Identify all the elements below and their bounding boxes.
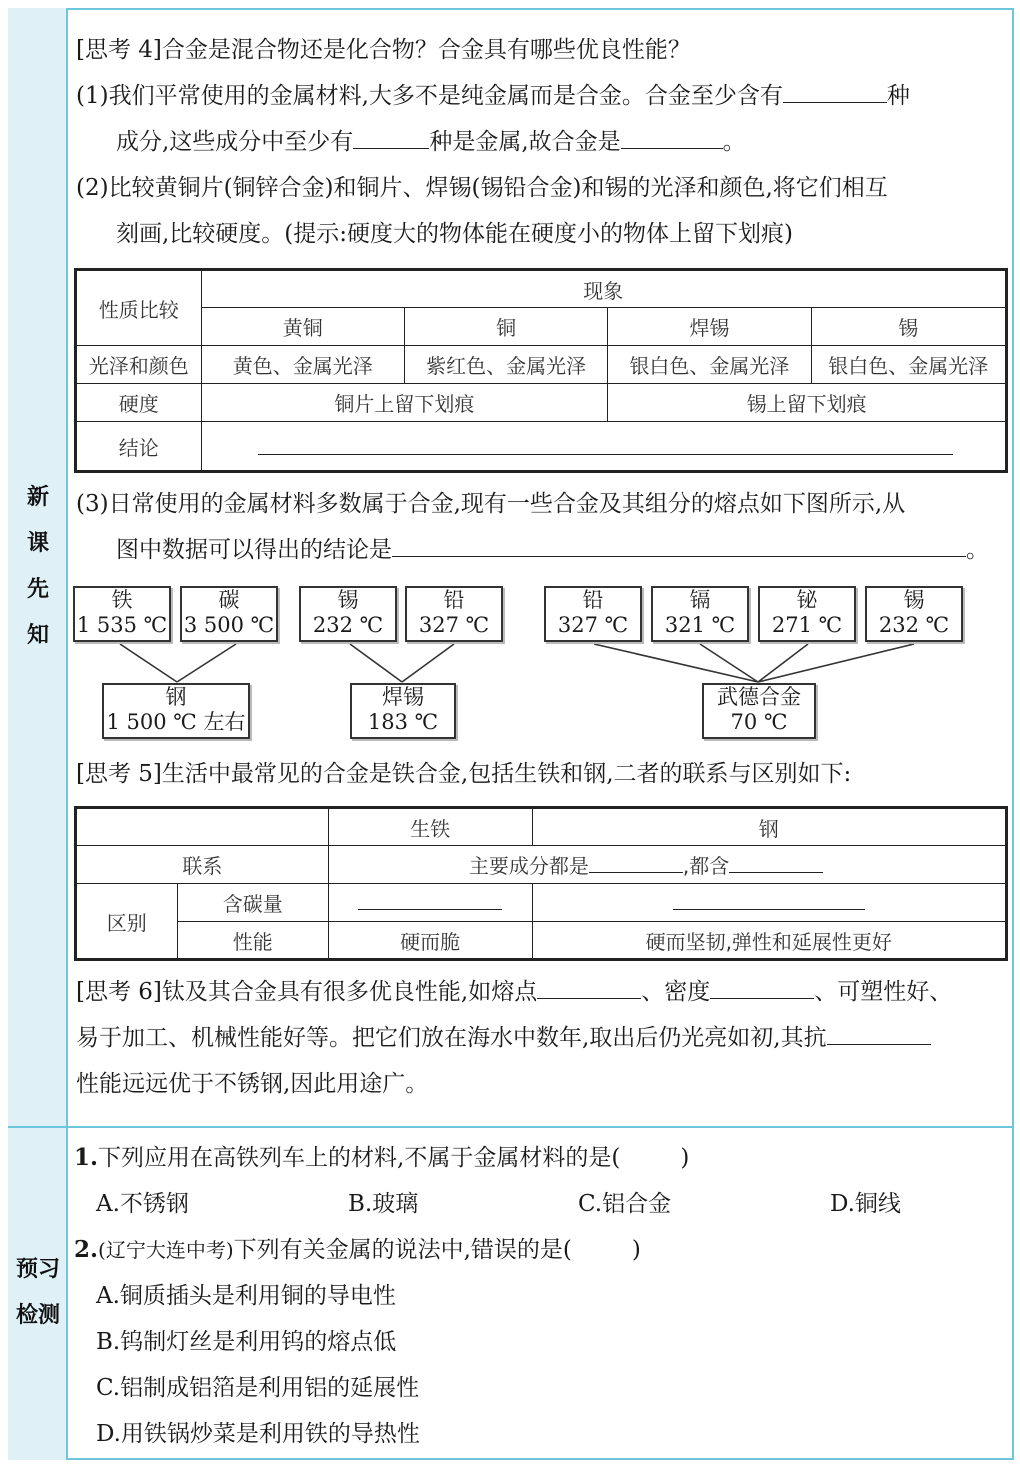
- table1-cell: 黄色、金属光泽: [201, 346, 404, 384]
- table1-col-tin: 锡: [811, 308, 1006, 346]
- table2-pig-property: 硬而脆: [328, 922, 532, 960]
- box-steel: 钢 1 500 ℃ 左右: [102, 683, 250, 739]
- q2-option-a[interactable]: A.铜质插头是利用铜的导电性: [96, 1283, 396, 1309]
- table1-cell: 银白色、金属光泽: [608, 346, 811, 384]
- table1-row-conclusion-label: 结论: [76, 422, 202, 472]
- table1-cell: 锡上留下划痕: [608, 384, 1007, 422]
- q2-option-b[interactable]: B.钨制灯丝是利用钨的熔点低: [96, 1329, 397, 1355]
- blank-contains[interactable]: [729, 855, 823, 873]
- q2-option-d[interactable]: D.用铁锅炒菜是利用铁的导热性: [96, 1421, 420, 1447]
- table1-col-copper: 铜: [404, 308, 607, 346]
- table2-steel-property: 硬而坚韧,弹性和延展性更好: [532, 922, 1006, 960]
- table1-row-hardness-label: 硬度: [76, 384, 202, 422]
- think4-p1-line1: (1)我们平常使用的金属材料,大多不是纯金属而是合金。合金至少含有 种: [76, 83, 910, 109]
- sidebar-label-preview: 预习 检测: [15, 1257, 60, 1328]
- blank-min-metals[interactable]: [353, 127, 429, 149]
- blank-melting-point[interactable]: [537, 977, 641, 999]
- table1-corner: 性质比较: [76, 270, 202, 346]
- box-iron: 铁 1 535 ℃: [73, 586, 171, 642]
- think6-line3: 性能远远优于不锈钢,因此用途广。: [76, 1071, 429, 1097]
- table2-col-steel: 钢: [532, 808, 1006, 846]
- table2-col-pig-iron: 生铁: [328, 808, 532, 846]
- think5-title: [思考 5]生活中最常见的合金是铁合金,包括生铁和钢,二者的联系与区别如下:: [76, 761, 852, 787]
- table1-col-solder: 焊锡: [608, 308, 811, 346]
- box-lead: 铅 327 ℃: [405, 586, 503, 642]
- q1-option-a[interactable]: A.不锈钢: [96, 1191, 189, 1217]
- box-wood-alloy: 武德合金 70 ℃: [702, 683, 816, 739]
- blank-alloy-type[interactable]: [621, 127, 723, 149]
- box-bismuth: 铋 271 ℃: [758, 586, 856, 642]
- table2-carbon-label: 含碳量: [177, 884, 328, 922]
- box-lead-2: 铅 327 ℃: [544, 586, 642, 642]
- q1-option-d[interactable]: D.铜线: [830, 1191, 901, 1217]
- p3-line2: 图中数据可以得出的结论是 。: [116, 537, 989, 563]
- sidebar-preview-check: [8, 1128, 68, 1460]
- table1-cell: 紫红色、金属光泽: [404, 346, 607, 384]
- blank-p3-conclusion[interactable]: [392, 535, 966, 557]
- alloy-comparison-table: [74, 268, 1008, 473]
- blank-resistance[interactable]: [827, 1023, 931, 1045]
- p3-line1: (3)日常使用的金属材料多数属于合金,现有一些合金及其组分的熔点如下图所示,从: [76, 491, 906, 517]
- table2-property-label: 性能: [177, 922, 328, 960]
- table2-pig-carbon-blank[interactable]: [328, 884, 532, 922]
- box-solder: 焊锡 183 ℃: [350, 683, 456, 739]
- question-2: 2.(辽宁大连中考)下列有关金属的说法中,错误的是( ): [74, 1236, 641, 1263]
- section-divider: [8, 1126, 1014, 1128]
- question-1: 1.下列应用在高铁列车上的材料,不属于金属材料的是( ): [74, 1144, 690, 1171]
- blank-min-components[interactable]: [783, 81, 887, 103]
- table1-cell: 铜片上留下划痕: [201, 384, 608, 422]
- think6-line2: 易于加工、机械性能好等。把它们放在海水中数年,取出后仍光亮如初,其抗: [76, 1022, 931, 1054]
- table2-relation-cell: 主要成分都是 ,都含: [328, 846, 1006, 884]
- think4-p1-line2: 成分,这些成分中至少有 种是金属,故合金是 。: [116, 129, 746, 155]
- table1-col-brass: 黄铜: [201, 308, 404, 346]
- table2-difference-label: 区别: [76, 884, 178, 960]
- box-carbon: 碳 3 500 ℃: [180, 586, 278, 642]
- think4-p2-line2: 刻画,比较硬度。(提示:硬度大的物体能在硬度小的物体上留下划痕): [116, 221, 794, 247]
- box-tin: 锡 232 ℃: [299, 586, 397, 642]
- iron-alloy-table: [74, 806, 1008, 961]
- sidebar-new-lesson: [8, 8, 68, 1126]
- think4-title: [思考 4]合金是混合物还是化合物？合金具有哪些优良性能？: [76, 37, 691, 63]
- table2-corner: [76, 808, 329, 846]
- q1-option-c[interactable]: C.铝合金: [578, 1191, 672, 1217]
- table1-row-gloss-label: 光泽和颜色: [76, 346, 202, 384]
- table2-relation-label: 联系: [76, 846, 329, 884]
- blank-main-component[interactable]: [589, 855, 683, 873]
- sidebar-label-new-lesson: 新 课 先 知: [26, 485, 49, 648]
- q1-option-b[interactable]: B.玻璃: [348, 1191, 419, 1217]
- box-cadmium: 镉 321 ℃: [651, 586, 749, 642]
- think6-line1: [思考 6]钛及其合金具有很多优良性能,如熔点 、密度 、可塑性好、: [76, 979, 953, 1005]
- table2-steel-carbon-blank[interactable]: [532, 884, 1006, 922]
- table1-phenomenon-header: 现象: [201, 270, 1006, 308]
- table1-cell: 银白色、金属光泽: [811, 346, 1006, 384]
- think4-p2-line1: (2)比较黄铜片(铜锌合金)和铜片、焊锡(锡铅合金)和锡的光泽和颜色,将它们相互: [76, 175, 888, 201]
- q2-option-c[interactable]: C.铝制成铝箔是利用铝的延展性: [96, 1375, 420, 1401]
- table1-conclusion-blank[interactable]: [201, 422, 1006, 472]
- blank-density[interactable]: [710, 977, 814, 999]
- box-tin-2: 锡 232 ℃: [865, 586, 963, 642]
